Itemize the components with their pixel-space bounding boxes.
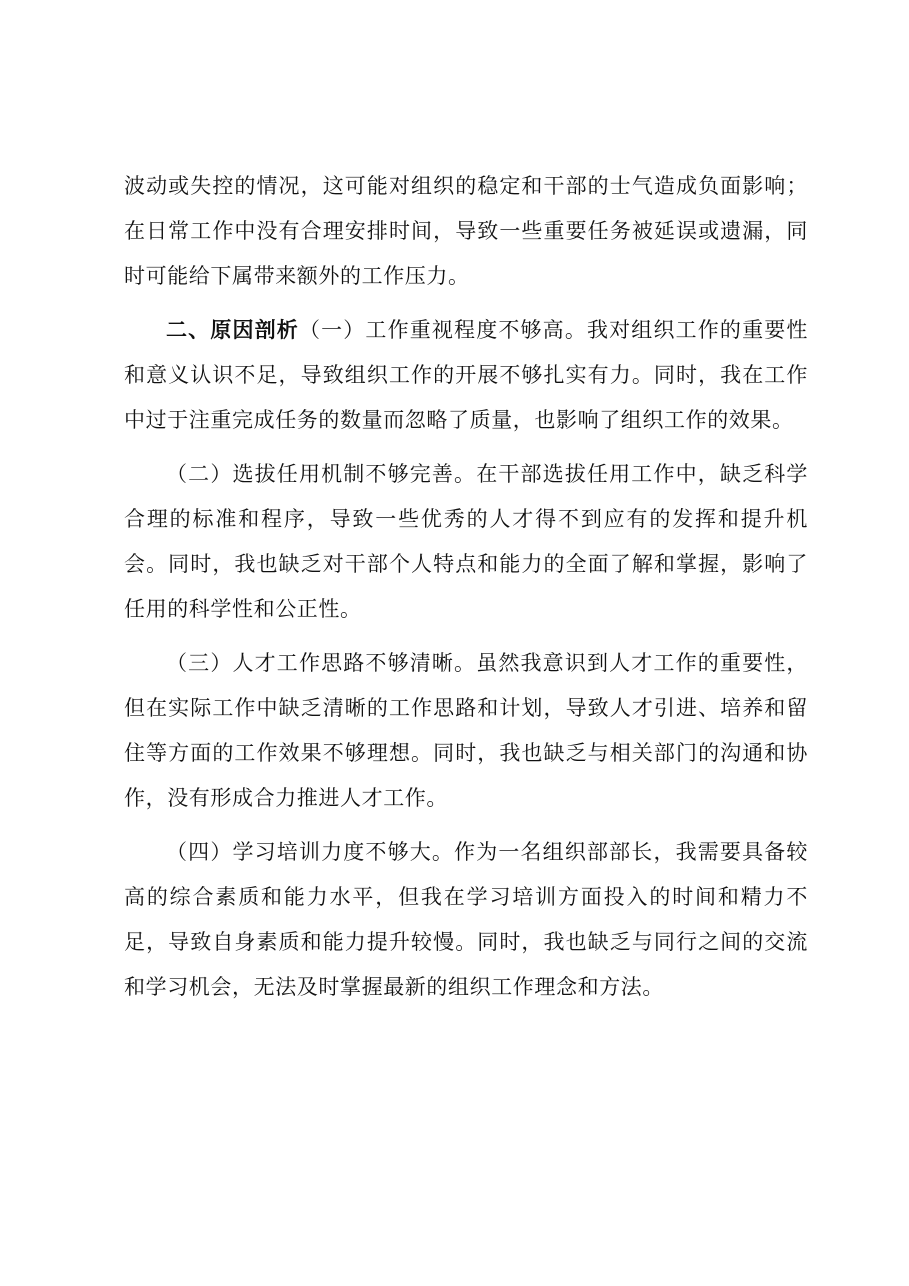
paragraph-cause-analysis bbox=[124, 308, 808, 443]
paragraph-text: （一）工作重视程度不够高。我对组织工作的重要性和意义认识不足，导致组织工作的开展不够扎实有力。同时，我在工作中过于注重完成任务的数量而忽略了质量，也影响了组织工作的效果。 bbox=[124, 318, 808, 432]
paragraph-continuation bbox=[124, 164, 808, 299]
paragraph-text: （四）学习培训力度不够大。作为一名组织部部长，我需要具备较高的综合素质和能力水平，但我在学习培训方面投入的时间和精力不足，导致自身素质和能力提升较慢。同时，我也缺乏与同行之间的交流和学习机会，无法及时掌握最新的组织工作理念和方法。 bbox=[124, 840, 808, 999]
paragraph-text: 波动或失控的情况，这可能对组织的稳定和干部的士气造成负面影响；在日常工作中没有合理安排时间，导致一些重要任务被延误或遗漏，同时可能给下属带来额外的工作压力。 bbox=[124, 174, 808, 288]
section-heading: 二、原因剖析 bbox=[166, 318, 299, 342]
paragraph-text: （三）人才工作思路不够清晰。虽然我意识到人才工作的重要性，但在实际工作中缺乏清晰的工作思路和计划，导致人才引进、培养和留住等方面的工作效果不够理想。同时，我也缺乏与相关部门的沟通和协作，没有形成合力推进人才工作。 bbox=[124, 651, 808, 810]
paragraph-cause-three bbox=[124, 641, 808, 821]
paragraph-cause-two bbox=[124, 452, 808, 632]
document-page bbox=[124, 164, 808, 1019]
paragraph-cause-four bbox=[124, 830, 808, 1010]
paragraph-text: （二）选拔任用机制不够完善。在干部选拔任用工作中，缺乏科学合理的标准和程序，导致一些优秀的人才得不到应有的发挥和提升机会。同时，我也缺乏对干部个人特点和能力的全面了解和掌握，影响了任用的科学性和公正性。 bbox=[124, 462, 808, 621]
